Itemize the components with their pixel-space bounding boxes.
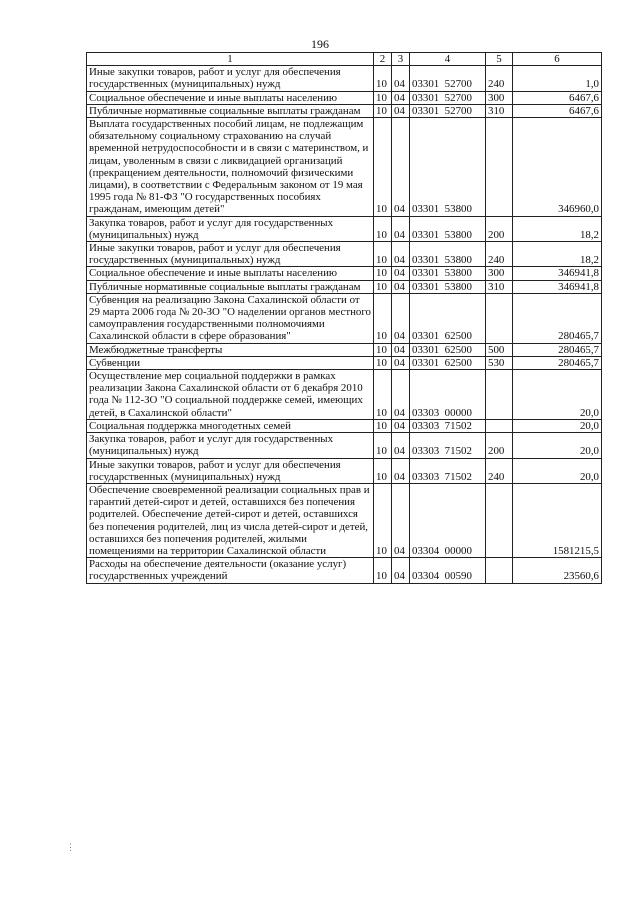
cell-name: Обеспечение своевременной реализации социальных прав и гарантий детей-сирот и детей, оставшихся без попечения родителей. Обеспечение детей-сирот и детей, оставшихся без попечения родителей, лиц из числа детей-сирот и детей, оставшихся без попечения родителей, жилыми помещениями на территории Сахалинской области: [87, 483, 374, 557]
cell-name: Закупка товаров, работ и услуг для государственных (муниципальных) нужд: [87, 433, 374, 458]
cell-expense-type: 200: [486, 433, 513, 458]
cell-name: Социальное обеспечение и иные выплаты населению: [87, 267, 374, 280]
table-row: [87, 370, 602, 420]
cell-amount: 280465,7: [513, 343, 602, 356]
cell-name: Публичные нормативные социальные выплаты гражданам: [87, 280, 374, 293]
cell-amount: 20,0: [513, 433, 602, 458]
table-row: [87, 242, 602, 267]
cell-target-article: 03304 00000: [410, 483, 486, 557]
column-header-subsection: 3: [392, 53, 410, 66]
cell-name: Иные закупки товаров, работ и услуг для обеспечения государственных (муниципальных) нужд: [87, 458, 374, 483]
cell-amount: 20,0: [513, 458, 602, 483]
cell-subsection: 04: [392, 433, 410, 458]
cell-target-article: 03304 00590: [410, 558, 486, 583]
cell-expense-type: [486, 118, 513, 217]
cell-section: 10: [374, 293, 392, 343]
cell-amount: 18,2: [513, 216, 602, 241]
table-row: [87, 483, 602, 557]
cell-amount: 346941,8: [513, 280, 602, 293]
cell-amount: 23560,6: [513, 558, 602, 583]
table-row: [87, 91, 602, 104]
table-row: [87, 356, 602, 369]
table-row: [87, 558, 602, 583]
table-row: [87, 280, 602, 293]
table-row: [87, 216, 602, 241]
cell-target-article: 03301 53800: [410, 118, 486, 217]
cell-name: Закупка товаров, работ и услуг для государственных (муниципальных) нужд: [87, 216, 374, 241]
cell-section: 10: [374, 356, 392, 369]
table-row: [87, 118, 602, 217]
cell-target-article: 03303 00000: [410, 370, 486, 420]
cell-target-article: 03301 53800: [410, 242, 486, 267]
cell-section: 10: [374, 458, 392, 483]
cell-amount: 20,0: [513, 419, 602, 432]
cell-target-article: 03303 71502: [410, 433, 486, 458]
table-row: [87, 66, 602, 91]
cell-section: 10: [374, 91, 392, 104]
cell-subsection: 04: [392, 91, 410, 104]
cell-name: Выплата государственных пособий лицам, не подлежащим обязательному социальному страхованию на случай временной нетрудоспособности и в связи с материнством, и лицам, уволенным в связи с ликвидацией организаций (прекращением деятельности, полномочий физическими лицами), в соответствии с Федеральным законом от 19 мая 1995 года № 81-ФЗ "О государственных пособиях гражданам, имеющим детей": [87, 118, 374, 217]
cell-target-article: 03301 52700: [410, 104, 486, 117]
header-row: [87, 53, 602, 66]
cell-subsection: 04: [392, 267, 410, 280]
cell-subsection: 04: [392, 558, 410, 583]
cell-name: Социальное обеспечение и иные выплаты населению: [87, 91, 374, 104]
cell-target-article: 03301 52700: [410, 91, 486, 104]
cell-section: 10: [374, 419, 392, 432]
cell-name: Субвенции: [87, 356, 374, 369]
cell-target-article: 03301 62500: [410, 293, 486, 343]
cell-section: 10: [374, 280, 392, 293]
cell-section: 10: [374, 558, 392, 583]
cell-subsection: 04: [392, 104, 410, 117]
cell-target-article: 03301 53800: [410, 216, 486, 241]
cell-target-article: 03303 71502: [410, 419, 486, 432]
cell-expense-type: 300: [486, 267, 513, 280]
column-header-name: 1: [87, 53, 374, 66]
cell-section: 10: [374, 483, 392, 557]
column-header-target-article: 4: [410, 53, 486, 66]
cell-amount: 1,0: [513, 66, 602, 91]
cell-target-article: 03301 62500: [410, 343, 486, 356]
cell-section: 10: [374, 242, 392, 267]
cell-subsection: 04: [392, 356, 410, 369]
cell-section: 10: [374, 343, 392, 356]
cell-section: 10: [374, 66, 392, 91]
cell-subsection: 04: [392, 370, 410, 420]
cell-amount: 6467,6: [513, 91, 602, 104]
cell-expense-type: 300: [486, 91, 513, 104]
cell-subsection: 04: [392, 343, 410, 356]
cell-target-article: 03303 71502: [410, 458, 486, 483]
cell-expense-type: 310: [486, 104, 513, 117]
cell-subsection: 04: [392, 280, 410, 293]
cell-section: 10: [374, 118, 392, 217]
cell-amount: 20,0: [513, 370, 602, 420]
cell-expense-type: 240: [486, 458, 513, 483]
cell-section: 10: [374, 267, 392, 280]
cell-subsection: 04: [392, 216, 410, 241]
cell-name: Осуществление мер социальной поддержки в рамках реализации Закона Сахалинской области от 6 декабря 2010 года № 112-ЗО "О социальной поддержке семей, имеющих детей, в Сахалинской области": [87, 370, 374, 420]
cell-subsection: 04: [392, 242, 410, 267]
table-row: [87, 267, 602, 280]
cell-expense-type: [486, 370, 513, 420]
cell-name: Межбюджетные трансферты: [87, 343, 374, 356]
cell-expense-type: [486, 419, 513, 432]
table-row: [87, 419, 602, 432]
cell-name: Публичные нормативные социальные выплаты гражданам: [87, 104, 374, 117]
page-number: 196: [311, 37, 329, 51]
cell-section: 10: [374, 433, 392, 458]
cell-expense-type: [486, 483, 513, 557]
cell-expense-type: 240: [486, 242, 513, 267]
column-header-expense-type: 5: [486, 53, 513, 66]
cell-section: 10: [374, 216, 392, 241]
cell-expense-type: 200: [486, 216, 513, 241]
cell-amount: 346941,8: [513, 267, 602, 280]
table-body: [87, 66, 602, 583]
cell-name: Иные закупки товаров, работ и услуг для обеспечения государственных (муниципальных) нужд: [87, 242, 374, 267]
cell-subsection: 04: [392, 419, 410, 432]
table-row: [87, 458, 602, 483]
cell-subsection: 04: [392, 458, 410, 483]
table-row: [87, 343, 602, 356]
table-row: [87, 433, 602, 458]
cell-subsection: 04: [392, 293, 410, 343]
cell-expense-type: [486, 293, 513, 343]
cell-target-article: 03301 53800: [410, 267, 486, 280]
cell-name: Расходы на обеспечение деятельности (оказание услуг) государственных учреждений: [87, 558, 374, 583]
cell-name: Субвенция на реализацию Закона Сахалинской области от 29 марта 2006 года № 20-ЗО "О наделении органов местного самоуправления государственными полномочиями Сахалинской области в сфере образования": [87, 293, 374, 343]
table-header: [87, 53, 602, 66]
cell-name: Социальная поддержка многодетных семей: [87, 419, 374, 432]
cell-section: 10: [374, 104, 392, 117]
column-header-amount: 6: [513, 53, 602, 66]
cell-subsection: 04: [392, 483, 410, 557]
cell-amount: 6467,6: [513, 104, 602, 117]
table-row: [87, 293, 602, 343]
margin-scan-mark: ⋮: [66, 842, 75, 852]
cell-amount: 280465,7: [513, 356, 602, 369]
table-row: [87, 104, 602, 117]
cell-section: 10: [374, 370, 392, 420]
cell-expense-type: [486, 558, 513, 583]
cell-amount: 280465,7: [513, 293, 602, 343]
cell-name: Иные закупки товаров, работ и услуг для обеспечения государственных (муниципальных) нужд: [87, 66, 374, 91]
cell-amount: 1581215,5: [513, 483, 602, 557]
cell-expense-type: 530: [486, 356, 513, 369]
cell-amount: 346960,0: [513, 118, 602, 217]
cell-subsection: 04: [392, 118, 410, 217]
cell-subsection: 04: [392, 66, 410, 91]
cell-amount: 18,2: [513, 242, 602, 267]
cell-target-article: 03301 62500: [410, 356, 486, 369]
cell-target-article: 03301 53800: [410, 280, 486, 293]
column-header-section: 2: [374, 53, 392, 66]
cell-target-article: 03301 52700: [410, 66, 486, 91]
cell-expense-type: 310: [486, 280, 513, 293]
cell-expense-type: 500: [486, 343, 513, 356]
budget-table: [86, 52, 602, 584]
cell-expense-type: 240: [486, 66, 513, 91]
